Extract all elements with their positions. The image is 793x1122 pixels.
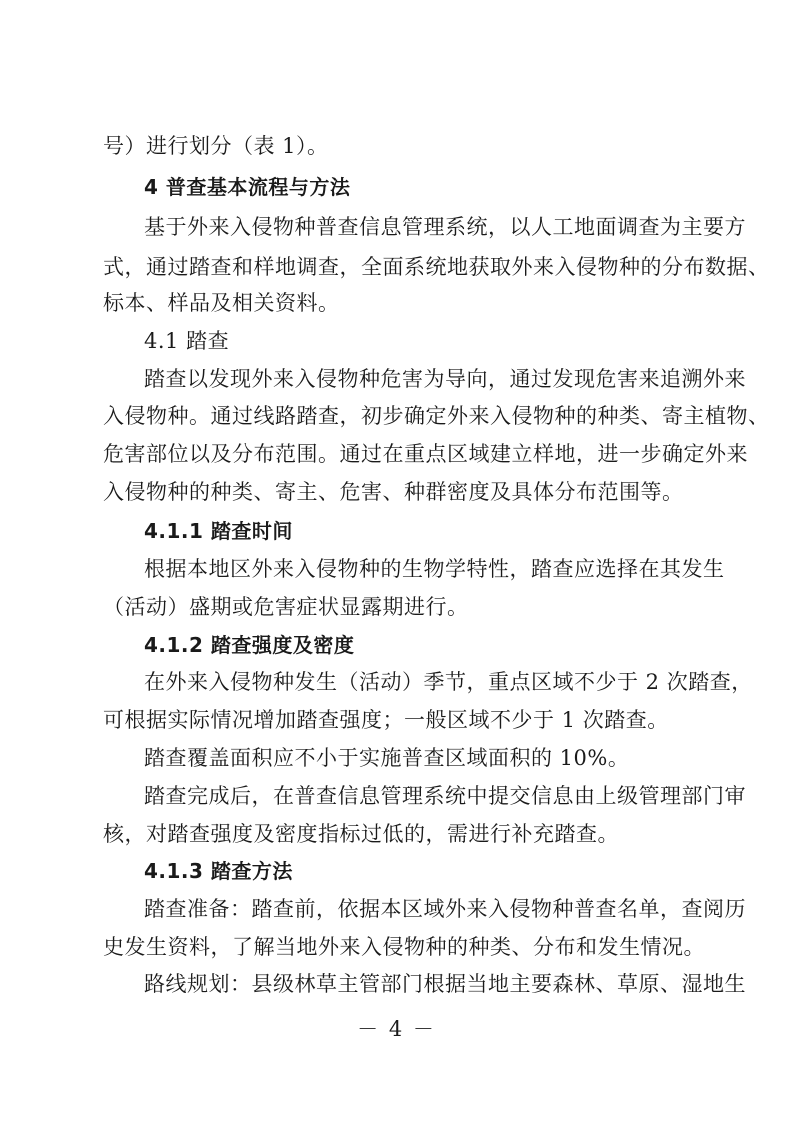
section-heading: 4 普查基本流程与方法 (144, 175, 351, 199)
body-text-line: 入侵物种的种类、寄主、危害、种群密度及具体分布范围等。 (103, 480, 684, 504)
body-text-line: 踏查完成后，在普查信息管理系统中提交信息由上级管理部门审 (144, 784, 746, 808)
body-text-line: 路线规划：县级林草主管部门根据当地主要森林、草原、湿地生 (144, 972, 746, 996)
body-text-line: 踏查覆盖面积应不小于实施普查区域面积的 10%。 (144, 746, 630, 770)
body-text-line: 可根据实际情况增加踏查强度；一般区域不少于 1 次踏查。 (103, 708, 669, 732)
page-number: － 4 － (357, 1017, 436, 1041)
subsection-heading: 4.1 踏查 (144, 329, 230, 353)
subsection-heading: 4.1.1 踏查时间 (144, 519, 293, 543)
body-text-line: 史发生资料，了解当地外来入侵物种的种类、分布和发生情况。 (103, 935, 705, 959)
body-text-line: 标本、样品及相关资料。 (103, 291, 340, 315)
body-text-line: 式，通过踏查和样地调查，全面系统地获取外来入侵物种的分布数据、 (103, 255, 770, 279)
body-text-line: 踏查准备：踏查前，依据本区域外来入侵物种普查名单，查阅历 (144, 897, 746, 921)
body-text-line: 危害部位以及分布范围。通过在重点区域建立样地，进一步确定外来 (103, 442, 748, 466)
body-text-line: 踏查以发现外来入侵物种危害为导向，通过发现危害来追溯外来 (144, 367, 746, 391)
body-text-line: （活动）盛期或危害症状显露期进行。 (103, 595, 469, 619)
body-text-line: 核，对踏查强度及密度指标过低的，需进行补充踏查。 (103, 822, 619, 846)
subsection-heading: 4.1.2 踏查强度及密度 (144, 633, 355, 657)
subsection-heading: 4.1.3 踏查方法 (144, 859, 293, 883)
body-text-line: 基于外来入侵物种普查信息管理系统，以人工地面调查为主要方 (144, 215, 746, 239)
body-text-line: 号）进行划分（表 1）。 (103, 134, 329, 158)
body-text-line: 根据本地区外来入侵物种的生物学特性，踏查应选择在其发生 (144, 557, 725, 581)
body-text-line: 在外来入侵物种发生（活动）季节，重点区域不少于 2 次踏查， (144, 670, 753, 694)
body-text-line: 入侵物种。通过线路踏查，初步确定外来入侵物种的种类、寄主植物、 (103, 404, 770, 428)
